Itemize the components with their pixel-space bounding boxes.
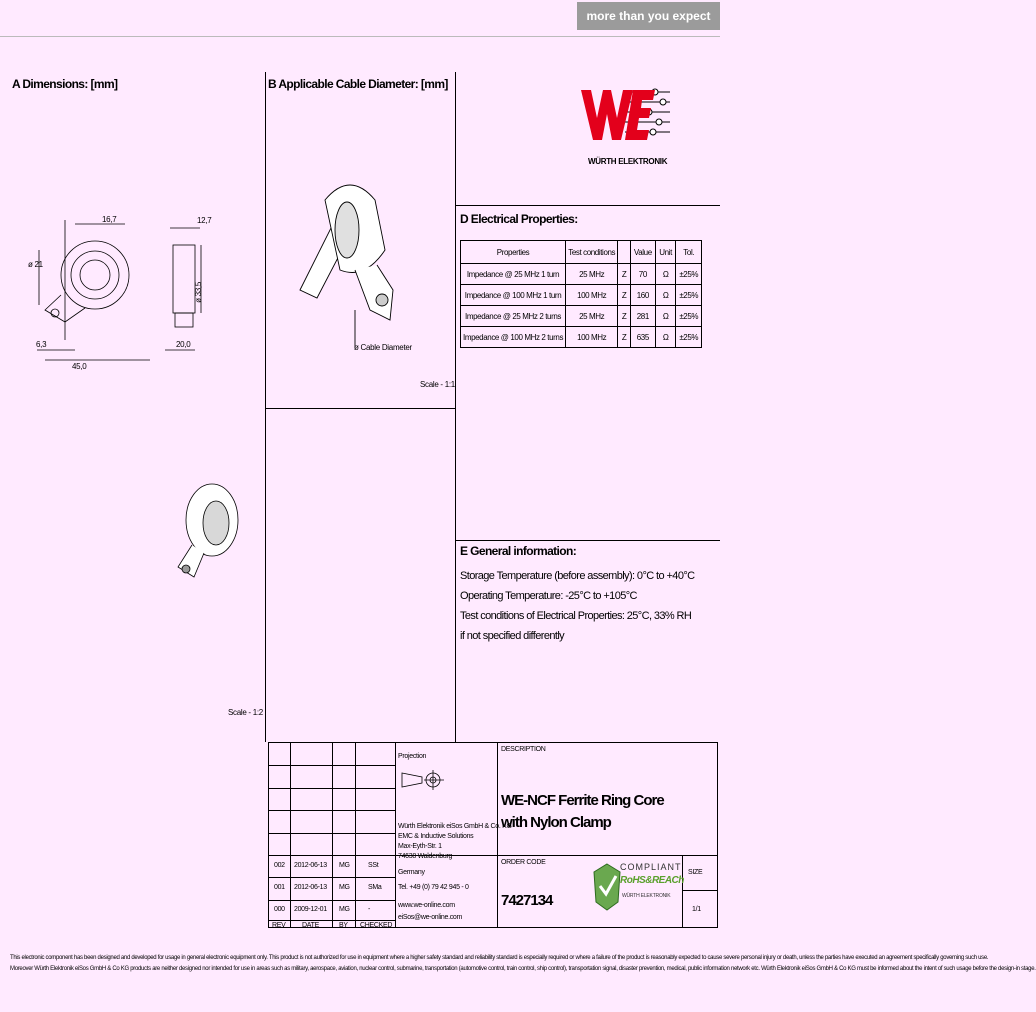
table-row	[461, 327, 702, 348]
cell-property: Impedance @ 25 MHz 2 turns	[461, 306, 566, 327]
cell-value: 160	[630, 285, 655, 306]
cell-symbol: Z	[618, 285, 631, 306]
dim-top-right: 12,7	[197, 216, 212, 225]
divider-b-bottom	[265, 408, 455, 409]
order-code-label: ORDER CODE	[501, 859, 546, 866]
email-link[interactable]: eiSos@we-online.com	[398, 914, 463, 921]
website-link[interactable]: www.we-online.com	[398, 902, 455, 909]
cell-symbol: Z	[618, 327, 631, 348]
scale-a: Scale - 1:2	[228, 708, 263, 717]
order-code: 7427134	[501, 892, 553, 909]
divider-d-e	[455, 540, 720, 541]
cell-property: Impedance @ 25 MHz 1 turn	[461, 264, 566, 285]
cell-value: 281	[630, 306, 655, 327]
cable-clamp-drawing	[295, 170, 415, 350]
header-unit: Unit	[655, 241, 676, 264]
cell-unit: Ω	[655, 264, 676, 285]
header-test-conditions: Test conditions	[566, 241, 618, 264]
dim-bottom-left: 6,3	[36, 340, 47, 349]
rev-checked: SMa	[368, 884, 382, 891]
cell-value: 70	[630, 264, 655, 285]
address-line: 74638 Waldenburg	[398, 853, 453, 860]
cable-diameter-label: ø Cable Diameter	[354, 343, 412, 352]
page-number: 1/1	[692, 906, 701, 913]
cell-property: Impedance @ 100 MHz 2 turns	[461, 327, 566, 348]
table-row	[461, 264, 702, 285]
rev-date: 2012-06-13	[294, 862, 327, 869]
section-e-title: E General information:	[460, 544, 577, 558]
size-label: SIZE	[688, 869, 703, 876]
divider-logo-d	[455, 205, 720, 206]
cell-tol: ±25%	[676, 327, 702, 348]
cell-tol: ±25%	[676, 306, 702, 327]
electrical-properties-table	[460, 240, 702, 348]
rev-checked: SSt	[368, 862, 379, 869]
rev-date: 2009-12-01	[294, 906, 327, 913]
rev-number: 001	[274, 884, 285, 891]
disclaimer-line-2: Moreover Würth Elektronik eiSos GmbH & Co KG products are neither designed nor intended for use in areas such as military, aerospace, aviation, nuclear control, submarine, transportation (automotive control, train control, ship control), transportation signal, disaster prevention, medical, public information network etc. Würth Elektronik eiSos GmbH & Co KG must be informed about the intent of such usage before the design-in stage.	[10, 966, 1036, 972]
divider-a-b	[265, 72, 266, 742]
tagline: more than you expect	[577, 2, 720, 30]
rev-header: CHECKED	[360, 922, 393, 929]
rev-number: 002	[274, 862, 285, 869]
header-tol: Tol.	[676, 241, 702, 264]
rev-by: MG	[339, 862, 350, 869]
dim-top: 16,7	[102, 215, 117, 224]
cell-unit: Ω	[655, 285, 676, 306]
rohs-reach-label: RoHS&REACh	[620, 875, 684, 886]
cell-unit: Ω	[655, 306, 676, 327]
general-info-line: Test conditions of Electrical Properties: 25°C, 33% RH	[460, 610, 692, 622]
rev-number: 000	[274, 906, 285, 913]
section-d-title: D Electrical Properties:	[460, 212, 578, 226]
cell-symbol: Z	[618, 264, 631, 285]
cell-test-condition: 100 MHz	[566, 285, 618, 306]
header-divider	[0, 36, 720, 37]
scale-b: Scale - 1:1	[420, 380, 455, 389]
rohs-check-icon	[592, 862, 622, 912]
dim-side-bottom: 20,0	[176, 340, 191, 349]
address-line: Würth Elektronik eiSos GmbH & Co. KG	[398, 823, 512, 830]
cell-value: 635	[630, 327, 655, 348]
table-row	[461, 306, 702, 327]
dim-left: ø 21	[28, 260, 43, 269]
general-info-line: Operating Temperature: -25°C to +105°C	[460, 590, 637, 602]
dim-bottom: 45,0	[72, 362, 87, 371]
address-line: EMC & Inductive Solutions	[398, 833, 474, 840]
header-properties: Properties	[461, 241, 566, 264]
address-line: Germany	[398, 869, 425, 876]
disclaimer-line-1: This electronic component has been designed and developed for usage in general electronic equipment only. This product is not authorized for use in equipment where a higher safety standard and reliability standard is especially required or where a failure of the product is reasonably expected to cause severe personal injury or death, unless the parties have executed an agreement specifically governing such use.	[10, 955, 989, 961]
cell-test-condition: 100 MHz	[566, 327, 618, 348]
divider-b-d	[455, 72, 456, 742]
section-b-title: B Applicable Cable Diameter: [mm]	[268, 77, 448, 91]
section-a-title: A Dimensions: [mm]	[12, 77, 118, 91]
header-symbol	[618, 241, 631, 264]
rev-checked: -	[368, 906, 371, 913]
rev-header: BY	[339, 922, 348, 929]
table-header-row	[461, 241, 702, 264]
cell-unit: Ω	[655, 327, 676, 348]
product-description: WE-NCF Ferrite Ring Core with Nylon Clamp	[501, 792, 664, 831]
compliant-label: COMPLIANT	[620, 862, 682, 872]
rev-header: REV	[272, 922, 286, 929]
cell-symbol: Z	[618, 306, 631, 327]
cell-tol: ±25%	[676, 264, 702, 285]
address-line: Tel. +49 (0) 79 42 945 - 0	[398, 884, 469, 891]
compliance-brand: WÜRTH ELEKTRONIK	[622, 893, 671, 899]
brand-name: WÜRTH ELEKTRONIK	[588, 157, 668, 166]
cell-test-condition: 25 MHz	[566, 306, 618, 327]
general-info-line: if not specified differently	[460, 630, 565, 642]
cell-property: Impedance @ 100 MHz 1 turn	[461, 285, 566, 306]
projection-symbol-icon	[400, 765, 445, 795]
ring-core-3d-view	[170, 475, 250, 585]
rev-by: MG	[339, 906, 350, 913]
cell-tol: ±25%	[676, 285, 702, 306]
description-label: DESCRIPTION	[501, 746, 546, 753]
address-line: Max-Eyth-Str. 1	[398, 843, 442, 850]
header-value: Value	[630, 241, 655, 264]
cell-test-condition: 25 MHz	[566, 264, 618, 285]
rev-by: MG	[339, 884, 350, 891]
table-row	[461, 285, 702, 306]
projection-label: Projection	[398, 753, 427, 760]
rev-header: DATE	[302, 922, 319, 929]
dim-side-height: ø 33,5	[194, 282, 203, 303]
general-info-line: Storage Temperature (before assembly): 0°C to +40°C	[460, 570, 695, 582]
rev-date: 2012-06-13	[294, 884, 327, 891]
